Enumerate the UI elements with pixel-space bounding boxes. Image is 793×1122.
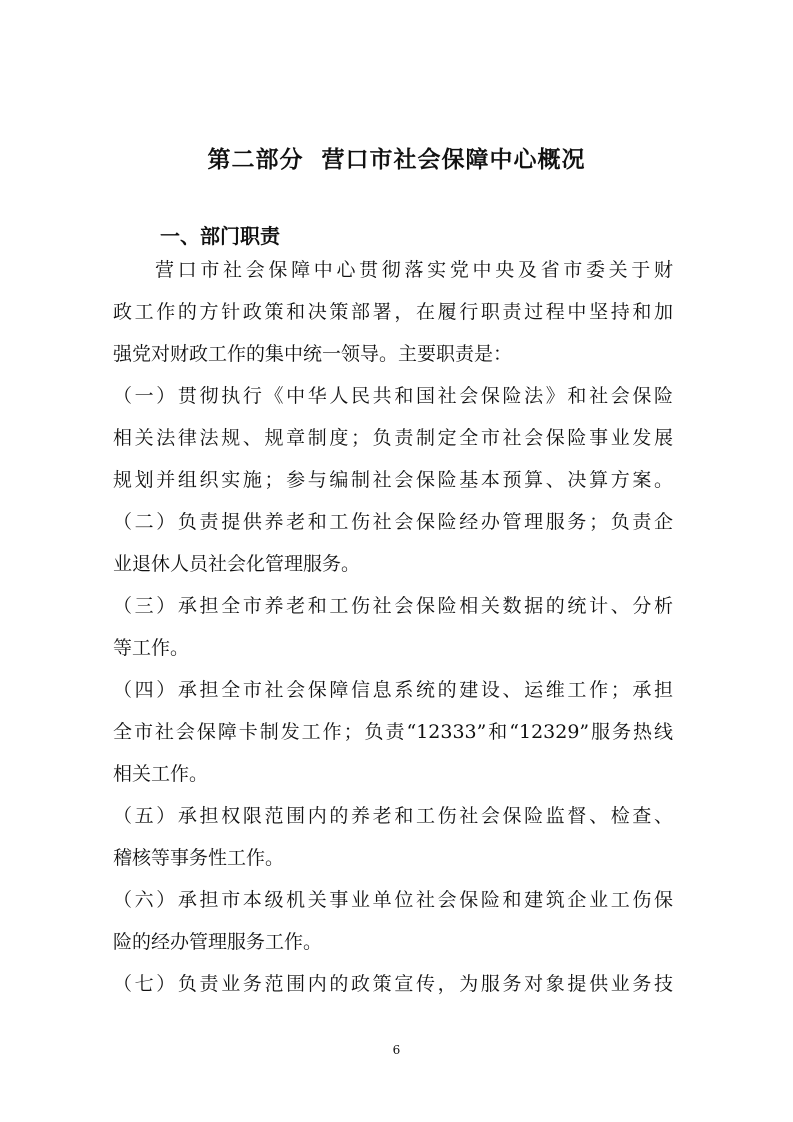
body-line: 强党对财政工作的集中统一领导。主要职责是： bbox=[113, 343, 513, 365]
body-line: （七）负责业务范围内的政策宣传，为服务对象提供业务技 bbox=[113, 973, 673, 995]
body-line: 险的经办管理服务工作。 bbox=[113, 931, 323, 953]
body-line: 全市社会保障卡制发工作；负责“12333”和“12329”服务热线 bbox=[113, 721, 673, 743]
body-line: 政工作的方针政策和决策部署，在履行职责过程中坚持和加 bbox=[113, 301, 673, 323]
body-line: 业退休人员社会化管理服务。 bbox=[113, 553, 361, 575]
body-line: 稽核等事务性工作。 bbox=[113, 847, 285, 869]
body-line: （三）承担全市养老和工伤社会保险相关数据的统计、分析 bbox=[113, 595, 673, 617]
body-line: 规划并组织实施；参与编制社会保险基本预算、决算方案。 bbox=[113, 469, 673, 491]
body-line: 相关工作。 bbox=[113, 763, 209, 785]
page-title: 第二部分 营口市社会保障中心概况 bbox=[207, 147, 586, 173]
body-line: （二）负责提供养老和工伤社会保险经办管理服务；负责企 bbox=[113, 511, 673, 533]
body-line: 营口市社会保障中心贯彻落实党中央及省市委关于财 bbox=[155, 259, 673, 281]
body-line: 相关法律法规、规章制度；负责制定全市社会保险事业发展 bbox=[113, 427, 673, 449]
page-number: 6 bbox=[392, 1043, 401, 1057]
body-line: 等工作。 bbox=[113, 637, 190, 659]
body-line: （六）承担市本级机关事业单位社会保险和建筑企业工伤保 bbox=[113, 889, 673, 911]
section-heading: 一、部门职责 bbox=[160, 224, 280, 248]
body-line: （五）承担权限范围内的养老和工伤社会保险监督、检查、 bbox=[113, 805, 673, 827]
body-line: （四）承担全市社会保障信息系统的建设、运维工作；承担 bbox=[113, 679, 673, 701]
body-line: （一）贯彻执行《中华人民共和国社会保险法》和社会保险 bbox=[113, 385, 673, 407]
